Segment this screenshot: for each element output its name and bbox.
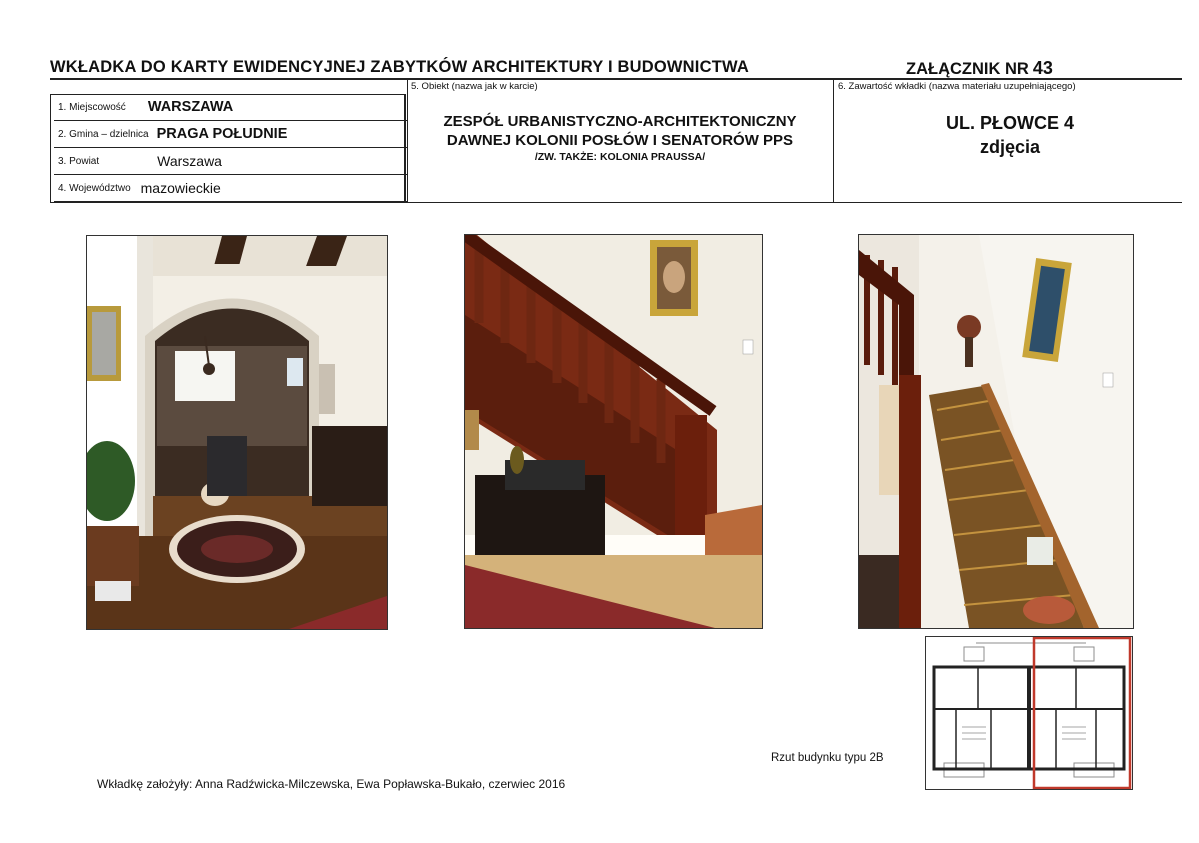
column-divider-1 — [407, 80, 408, 202]
floor-plan — [925, 636, 1133, 790]
stair-hallway-photo — [858, 234, 1134, 629]
field-label: 1. Miejscowość — [58, 101, 126, 113]
content-title: UL. PŁOWCE 4 — [945, 113, 1074, 133]
field-voivodeship — [54, 175, 407, 202]
annex-number: 43 — [1032, 58, 1053, 78]
header-rule — [50, 78, 1182, 80]
location-fields — [50, 94, 407, 202]
field-commune — [54, 121, 407, 148]
object-name-line2: DAWNEJ KOLONII POSŁÓW I SENATORÓW PPS — [446, 132, 794, 149]
plan-caption: Rzut budynku typu 2B — [771, 752, 884, 764]
field-label: 4. Województwo — [58, 182, 131, 194]
interior-archway-photo — [86, 235, 388, 630]
credits: Wkładkę założyły: Anna Radźwicka-Milczewska, Ewa Popławska-Bukało, czerwiec 2016 — [97, 777, 566, 791]
form-bottom-rule — [50, 202, 1182, 203]
content-subtitle: zdjęcia — [979, 137, 1041, 157]
object-label: 5. Obiekt (nazwa jak w karcie) — [411, 81, 538, 92]
object-name — [410, 112, 830, 150]
field-label: 2. Gmina – dzielnica — [58, 128, 149, 140]
content-label: 6. Zawartość wkładki (nazwa materiału uzupełniającego) — [838, 81, 1076, 92]
field-value: mazowieckie — [140, 180, 221, 196]
field-label: 3. Powiat — [58, 155, 100, 167]
field-value: PRAGA POŁUDNIE — [156, 126, 288, 142]
field-locality — [54, 94, 407, 121]
staircase-photo — [464, 234, 763, 629]
object-name-line1: ZESPÓŁ URBANISTYCZNO-ARCHITEKTONICZNY — [443, 113, 797, 130]
field-value: Warszawa — [157, 153, 222, 169]
annex-label — [906, 58, 1053, 79]
field-value: WARSZAWA — [147, 99, 234, 115]
field-county — [54, 148, 407, 175]
fields-left-border — [50, 94, 51, 202]
annex-label-text: ZAŁĄCZNIK NR — [906, 60, 1029, 78]
object-subtitle: /ZW. TAKŻE: KOLONIA PRAUSSA/ — [534, 151, 706, 163]
document-title: WKŁADKA DO KARTY EWIDENCYJNEJ ZABYTKÓW ARCHITEKTURY I BUDOWNICTWA — [50, 58, 749, 76]
